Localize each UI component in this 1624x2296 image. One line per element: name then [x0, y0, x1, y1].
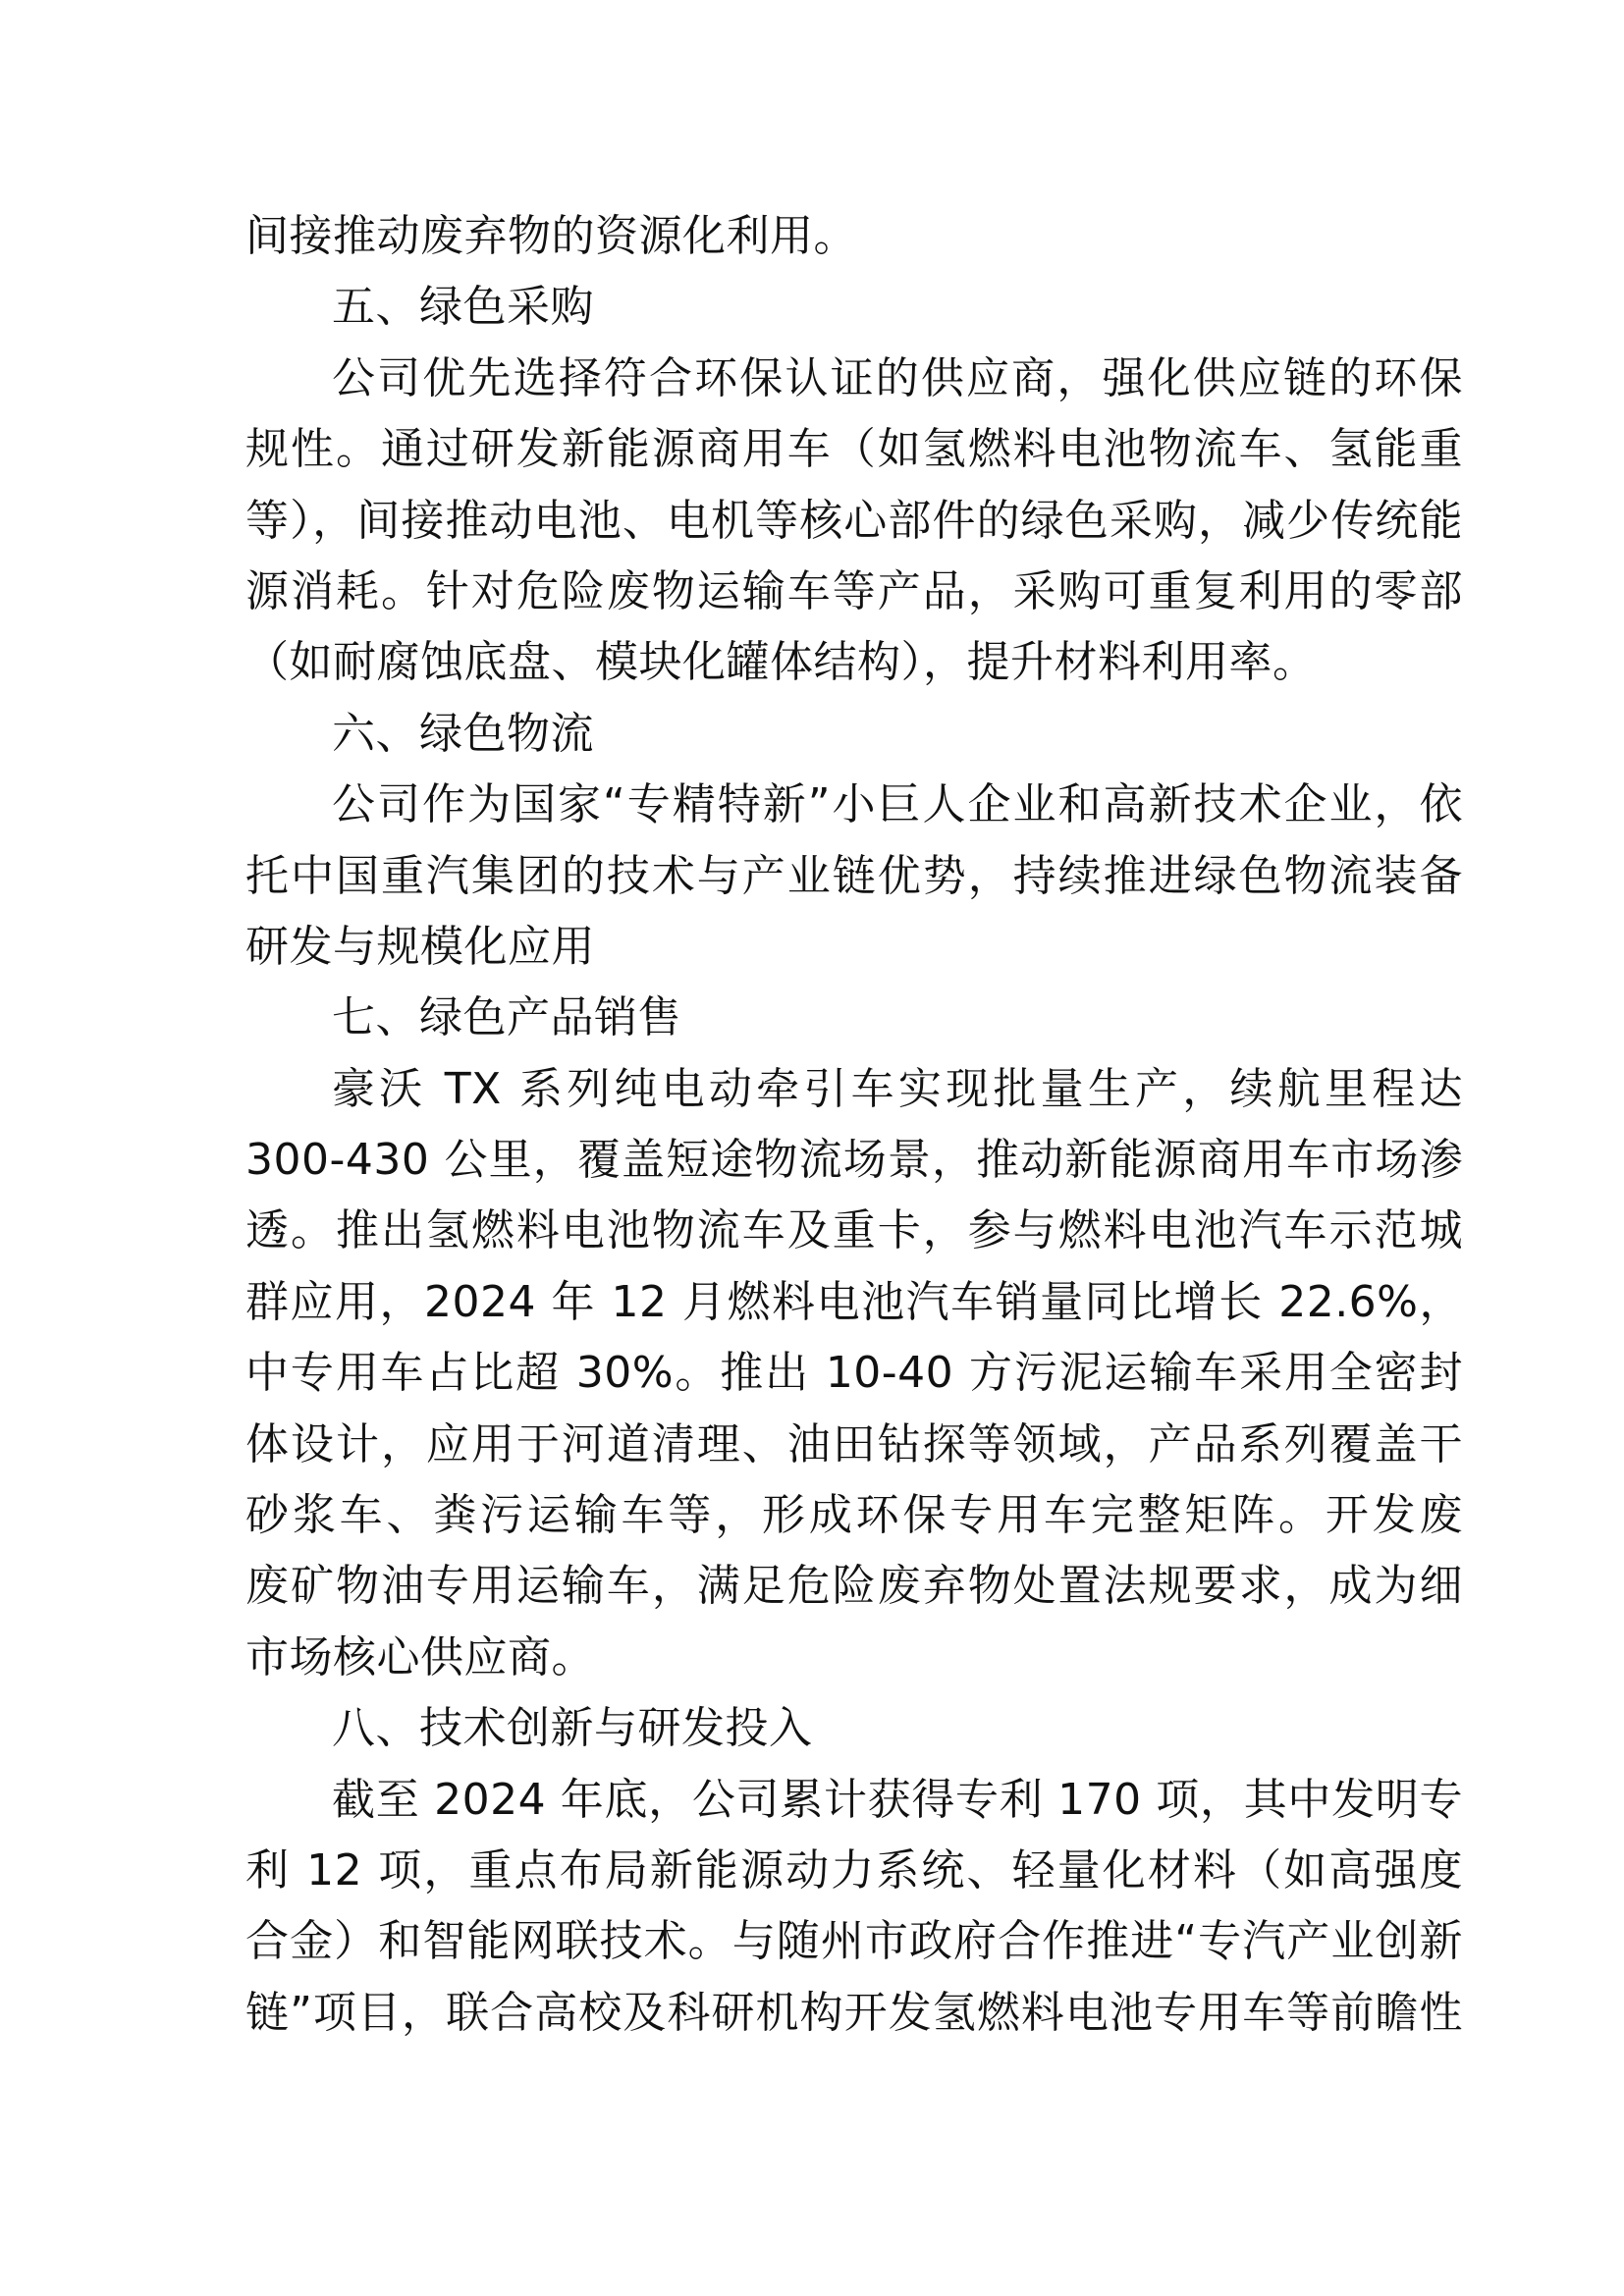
body-line: 合金）和智能网联技术。与随州市政府合作推进“专汽产业创新: [245, 1916, 1463, 1967]
body-line: 废矿物油专用运输车，满足危险废弃物处置法规要求，成为细: [245, 1561, 1463, 1612]
document-body: [245, 201, 1463, 2049]
section-heading-green-procurement: 五、绿色采购: [332, 282, 594, 333]
body-line: 源消耗。针对危险废物运输车等产品，采购可重复利用的零部: [245, 565, 1463, 616]
body-line: 规性。通过研发新能源商用车（如氢燃料电池物流车、氢能重: [245, 424, 1463, 475]
body-line: （如耐腐蚀底盘、模块化罐体结构），提升材料利用率。: [245, 637, 1317, 688]
body-line: 间接推动废弃物的资源化利用。: [245, 211, 857, 261]
body-line: 链”项目，联合高校及科研机构开发氢燃料电池专用车等前瞻性: [245, 1987, 1463, 2038]
body-line: 市场核心供应商。: [245, 1631, 595, 1682]
body-line: 等），间接推动电池、电机等核心部件的绿色采购，减少传统能: [245, 495, 1463, 546]
body-line: 托中国重汽集团的技术与产业链优势，持续推进绿色物流装备: [245, 850, 1463, 901]
body-line: 截至 2024 年底，公司累计获得专利 170 项，其中发明专: [332, 1774, 1463, 1825]
section-heading-tech-innovation: 八、技术创新与研发投入: [332, 1703, 813, 1754]
body-line: 300-430 公里，覆盖短途物流场景，推动新能源商用车市场渗: [245, 1135, 1463, 1186]
body-line: 豪沃 TX 系列纯电动牵引车实现批量生产，续航里程达: [332, 1063, 1463, 1114]
body-line: 中专用车占比超 30%。推出 10-40 方污泥运输车采用全密封: [245, 1348, 1463, 1399]
section-heading-green-logistics: 六、绿色物流: [332, 708, 594, 759]
body-line: 透。推出氢燃料电池物流车及重卡，参与燃料电池汽车示范城: [245, 1205, 1463, 1256]
body-line: 研发与规模化应用: [245, 921, 595, 972]
body-line: 公司优先选择符合环保认证的供应商，强化供应链的环保: [332, 352, 1463, 403]
body-line: 利 12 项，重点布局新能源动力系统、轻量化材料（如高强度: [245, 1844, 1463, 1896]
body-line: 群应用，2024 年 12 月燃料电池汽车销量同比增长 22.6%，: [245, 1276, 1463, 1327]
section-heading-green-product-sales: 七、绿色产品销售: [332, 992, 681, 1043]
body-line: 砂浆车、粪污运输车等，形成环保专用车完整矩阵。开发废: [245, 1490, 1463, 1541]
body-line: 公司作为国家“专精特新”小巨人企业和高新技术企业，依: [332, 779, 1463, 830]
body-line: 体设计，应用于河道清理、油田钻探等领域，产品系列覆盖干: [245, 1418, 1463, 1469]
